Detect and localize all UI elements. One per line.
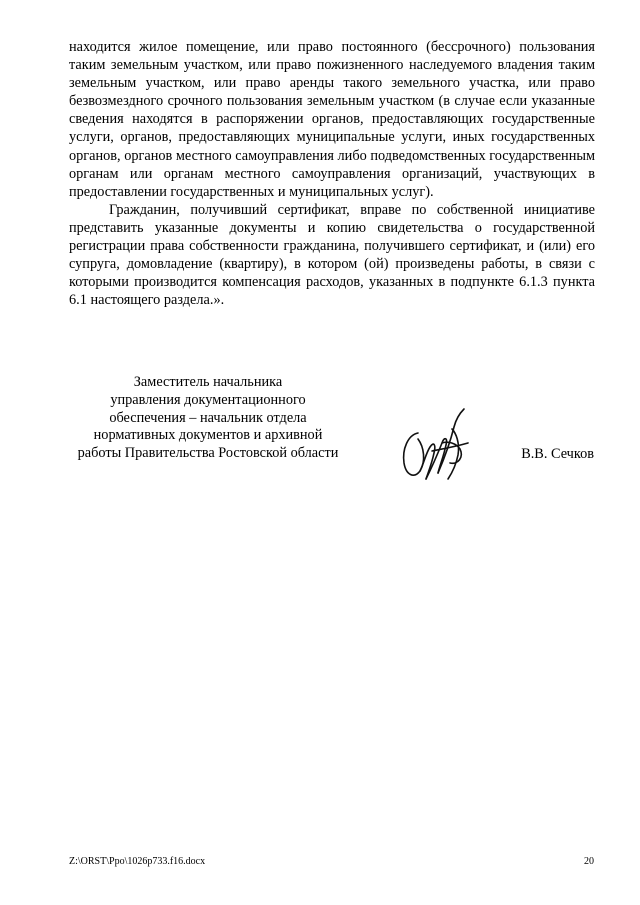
signatory-name: В.В. Сечков [521, 446, 594, 462]
signatory-title-line: работы Правительства Ростовской области [77, 445, 339, 462]
signatory-title-line: Заместитель начальника [133, 374, 283, 390]
signatory-title-line: нормативных документов и архивной [93, 427, 323, 444]
signatory-title-line: управления документационного [110, 391, 306, 408]
page-number: 20 [584, 856, 594, 867]
handwritten-signature [396, 403, 476, 485]
body-text [69, 38, 595, 309]
signatory-title [69, 374, 347, 463]
paragraph-2: Гражданин, получивший сертификат, вправе по собственной инициативе представить указанные документы и копию свидетельства о государственной регистрации права собственности гражданина, получившего сертификат, и (или) его супруга, домовладение (квартиру), в котором (ой) произведены работы, в связи с которыми производится компенсация расходов, указанных в подпункте 6.1.3 пункта 6.1 настоящего раздела.». [69, 201, 595, 309]
footer-file-path: Z:\ORST\Ppo\1026p733.f16.docx [69, 856, 206, 867]
signatory-title-line: обеспечения – начальник отдела [109, 409, 307, 426]
paragraph-1: находится жилое помещение, или право постоянного (бессрочного) пользования таким земельным участком, или право пожизненного наследуемого владения таким земельным участком, или право аренды такого земельного участка, или право безвозмездного срочного пользования земельным участком (в случае если указанные сведения находятся в распоряжении органов, предоставляющих государственные услуги, органов, предоставляющих муниципальные услуги, иных государственных органов, органов местного самоуправления либо подведомственных государственным органам или органам местного самоуправления организаций, участвующих в предоставлении государственных и муниципальных услуг). [69, 39, 595, 200]
